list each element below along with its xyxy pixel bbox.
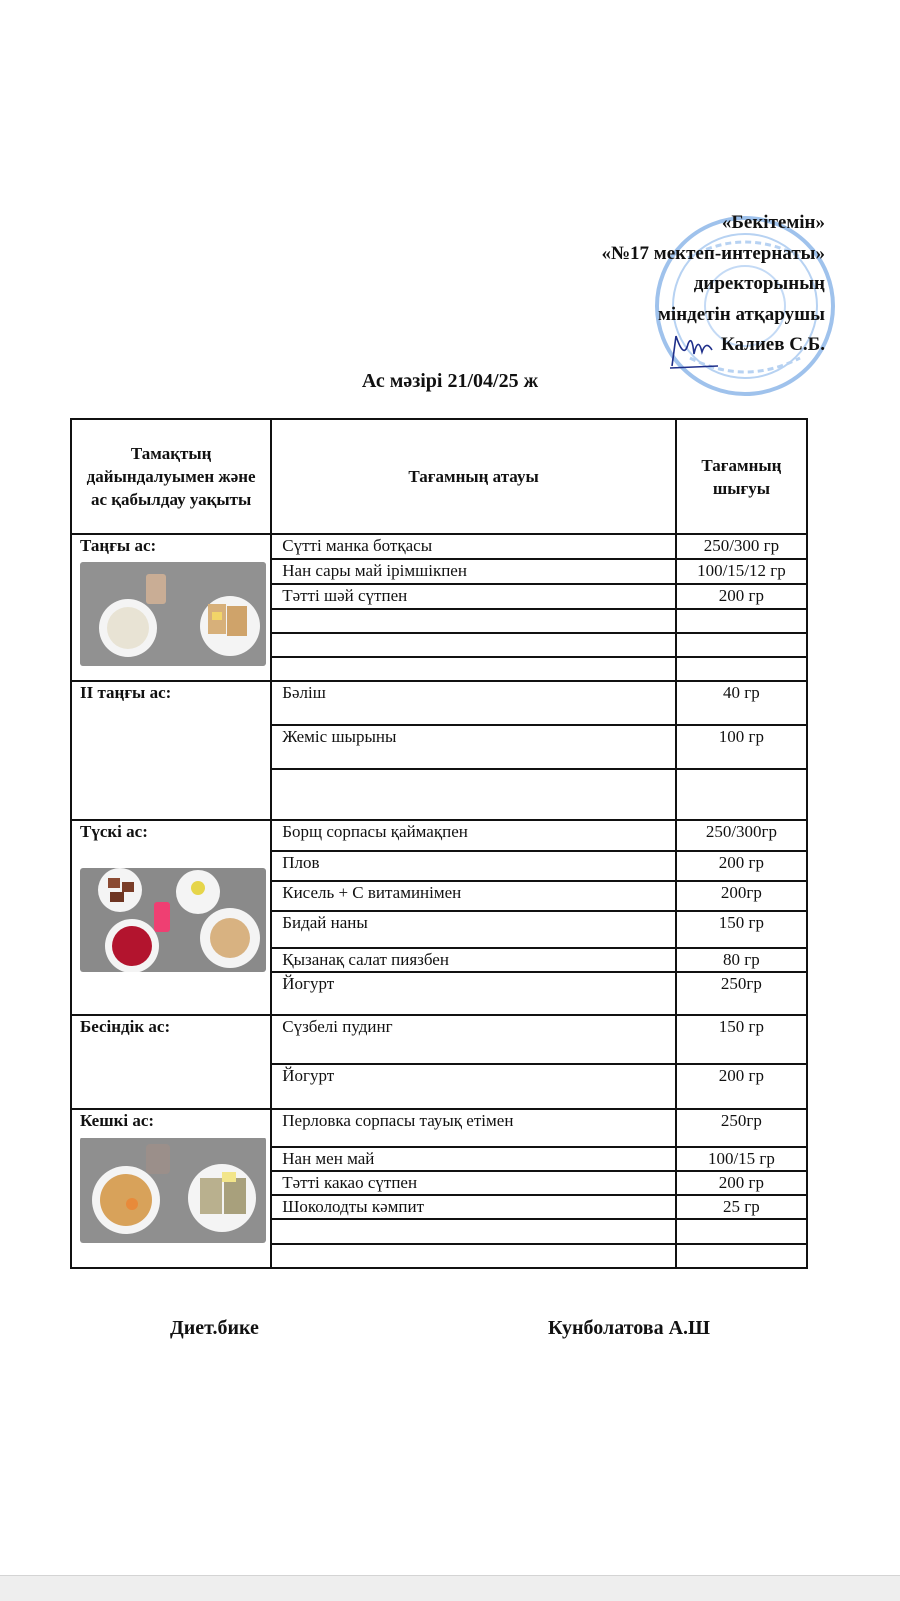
meal-cell-snack <box>71 1015 271 1109</box>
dish-name: Сүзбелі пудинг <box>271 1015 676 1064</box>
meal-label: Таңғы ас: <box>80 536 157 555</box>
dish-portion: 200 гр <box>676 584 807 609</box>
meal-label: Кешкі ас: <box>80 1111 155 1130</box>
menu-title: Ас мәзірі 21/04/25 ж <box>361 370 539 392</box>
header-yield: Тағамның шығуы <box>676 419 807 534</box>
empty-cell <box>271 769 676 820</box>
dish-name: Шоколодты кәмпит <box>271 1195 676 1219</box>
dish-name: Перловка сорпасы тауық етімен <box>271 1109 676 1147</box>
dish-portion: 200 гр <box>676 851 807 881</box>
menu-table <box>70 418 808 1269</box>
signer-name: Кунболатова А.Ш <box>548 1317 710 1339</box>
empty-cell <box>676 633 807 657</box>
dish-name: Плов <box>271 851 676 881</box>
signature <box>666 330 720 372</box>
approval-line-5: Калиев С.Б. <box>720 334 825 355</box>
dish-portion: 250/300гр <box>676 820 807 851</box>
dish-portion: 200 гр <box>676 1171 807 1195</box>
dish-name: Қызанақ салат пиязбен <box>271 948 676 972</box>
bottom-bar <box>0 1575 900 1601</box>
dish-name: Борщ сорпасы қаймақпен <box>271 820 676 851</box>
empty-cell <box>271 633 676 657</box>
dish-portion: 250гр <box>676 1109 807 1147</box>
empty-cell <box>271 1219 676 1244</box>
dish-portion: 150 гр <box>676 1015 807 1064</box>
dish-name: Жеміс шырыны <box>271 725 676 769</box>
dish-name: Бидай наны <box>271 911 676 948</box>
dish-portion: 40 гр <box>676 681 807 725</box>
breakfast-photo <box>80 562 266 666</box>
empty-cell <box>271 1244 676 1268</box>
dish-portion: 25 гр <box>676 1195 807 1219</box>
approval-line-2: «№17 мектеп-интернаты» <box>601 242 825 264</box>
dish-portion: 150 гр <box>676 911 807 948</box>
dish-portion: 80 гр <box>676 948 807 972</box>
meal-label: Бесіндік ас: <box>80 1017 171 1036</box>
empty-cell <box>676 1244 807 1268</box>
empty-cell <box>676 657 807 681</box>
empty-cell <box>676 769 807 820</box>
dish-name: Нан сары май ірімшікпен <box>271 559 676 584</box>
dish-name: Йогурт <box>271 972 676 1015</box>
dish-portion: 250гр <box>676 972 807 1015</box>
dish-name: Нан мен май <box>271 1147 676 1171</box>
dish-name: Тәтті шәй сүтпен <box>271 584 676 609</box>
approval-line-4: міндетін атқарушы <box>657 303 825 325</box>
meal-cell-lunch <box>71 820 271 1015</box>
dish-portion: 100/15/12 гр <box>676 559 807 584</box>
meal-label: ІІ таңғы ас: <box>80 683 172 702</box>
dish-portion: 200гр <box>676 881 807 911</box>
dish-name: Йогурт <box>271 1064 676 1109</box>
dish-portion: 200 гр <box>676 1064 807 1109</box>
empty-cell <box>271 657 676 681</box>
dish-name: Бәліш <box>271 681 676 725</box>
dish-name: Тәтті какао сүтпен <box>271 1171 676 1195</box>
meal-cell-second-breakfast <box>71 681 271 820</box>
header-time: Тамақтың дайындалуымен және ас қабылдау уақыты <box>71 419 271 534</box>
dish-portion: 100/15 гр <box>676 1147 807 1171</box>
meal-cell-dinner <box>71 1109 271 1268</box>
dinner-photo <box>80 1137 266 1243</box>
dish-portion: 100 гр <box>676 725 807 769</box>
approval-line-1: «Бекітемін» <box>721 212 825 233</box>
meal-label: Түскі ас: <box>80 822 148 841</box>
signer-role: Диет.бике <box>170 1317 259 1339</box>
dish-portion: 250/300 гр <box>676 534 807 559</box>
empty-cell <box>676 1219 807 1244</box>
empty-cell <box>271 609 676 633</box>
lunch-photo <box>80 868 266 972</box>
empty-cell <box>676 609 807 633</box>
meal-cell-breakfast <box>71 534 271 681</box>
dish-name: Сүтті манка ботқасы <box>271 534 676 559</box>
header-dish: Тағамның атауы <box>271 419 676 534</box>
dish-name: Кисель + С витаминімен <box>271 881 676 911</box>
approval-line-3: директорының <box>693 273 825 294</box>
